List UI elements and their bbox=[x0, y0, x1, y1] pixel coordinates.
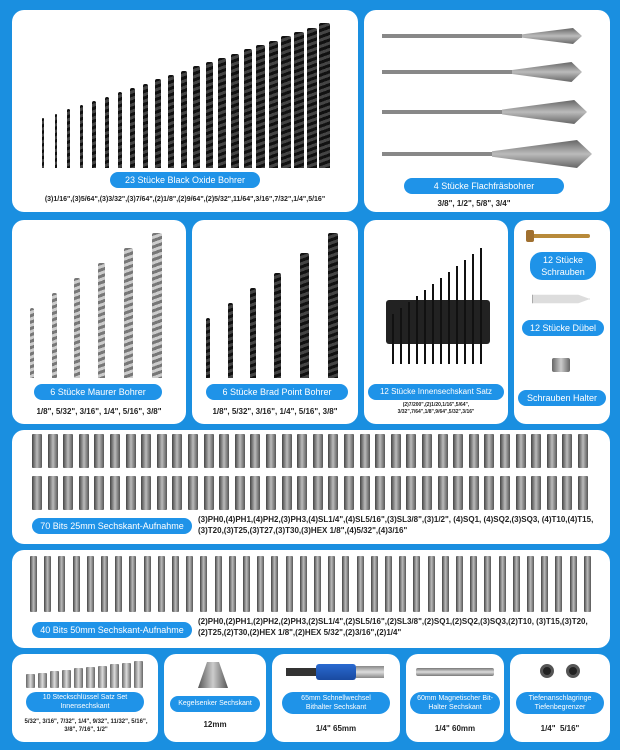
depth-ring-icon-2 bbox=[566, 664, 580, 678]
socket bbox=[38, 673, 47, 688]
bit-25mm bbox=[141, 434, 151, 468]
anchor-icon bbox=[532, 292, 590, 306]
bit-25mm bbox=[172, 476, 182, 510]
bits25-sizes: (3)PH0,(4)PH1,(4)PH2,(3)PH3,(4)SL1/4",(4)SL5/16",(3)SL3/8",(3)1/2", (4)SQ1, (4)SQ2,(3)SQ3, (4)T10,(4)T15,(3)T20,(3)T25,(3)T27,(3)T30,(3)HEX 1/8",(4)5/32",(4)3/16" bbox=[198, 515, 594, 535]
bit-50mm bbox=[584, 556, 591, 612]
bits50-card bbox=[12, 550, 610, 648]
drill-bit bbox=[307, 28, 317, 168]
schnellwechsel-sizes: 1/4" 65mm bbox=[315, 724, 357, 733]
bit-25mm bbox=[172, 434, 182, 468]
screws-card bbox=[514, 220, 610, 424]
sockets-image bbox=[26, 660, 150, 688]
maurer-sizes: 1/8", 5/32", 3/16", 1/4", 5/16", 3/8" bbox=[36, 407, 162, 416]
bit-50mm bbox=[257, 556, 264, 612]
bit-25mm bbox=[438, 476, 448, 510]
bit-50mm bbox=[229, 556, 236, 612]
bit-25mm bbox=[562, 476, 572, 510]
masonry-drill bbox=[124, 248, 133, 378]
brad-point-card bbox=[192, 220, 358, 424]
countersink-icon bbox=[198, 662, 228, 688]
steckschluessel-card bbox=[12, 654, 158, 742]
flachfraes-sizes: 3/8", 1/2", 5/8", 3/4" bbox=[437, 199, 511, 208]
bit-25mm bbox=[391, 476, 401, 510]
black-oxide-sizes: (3)1/16",(3)5/64",(3)3/32",(3)7/64",(2)1/8",(2)9/64",(2)5/32",11/64",3/16",7/32",1/4",5/16" bbox=[44, 196, 326, 203]
hex-key bbox=[472, 254, 474, 364]
bit-25mm bbox=[500, 476, 510, 510]
bit-50mm bbox=[243, 556, 250, 612]
bit-50mm bbox=[101, 556, 108, 612]
bit-25mm bbox=[157, 434, 167, 468]
bit-25mm bbox=[453, 434, 463, 468]
flachfraes-card bbox=[364, 10, 610, 212]
bit-50mm bbox=[555, 556, 562, 612]
magnetisch-card bbox=[406, 654, 504, 742]
steckschluessel-sizes: 5/32", 3/16", 7/32", 1/4", 9/32", 11/32", 5/16", 3/8", 7/16", 1/2" bbox=[24, 719, 148, 733]
drill-bit bbox=[80, 105, 83, 168]
bit-25mm bbox=[484, 434, 494, 468]
brad-point-sizes: 1/8", 5/32", 3/16", 1/4", 5/16", 3/8" bbox=[212, 407, 338, 416]
bit-25mm bbox=[484, 476, 494, 510]
bit-25mm bbox=[578, 434, 588, 468]
bit-25mm bbox=[500, 434, 510, 468]
brad-point-drill bbox=[300, 253, 309, 378]
drill-bit bbox=[281, 36, 291, 168]
flachfraes-label: 4 Stücke Flachfräsbohrer bbox=[404, 178, 564, 194]
bit-25mm bbox=[63, 476, 73, 510]
magnetisch-label: 60mm Magnetischer Bit-Halter Sechskant bbox=[410, 692, 500, 714]
bit-25mm bbox=[141, 476, 151, 510]
hex-key bbox=[416, 296, 418, 364]
kegelsenker-label: Kegelsenker Sechskant bbox=[170, 696, 260, 712]
bit-25mm bbox=[406, 434, 416, 468]
bit-50mm bbox=[186, 556, 193, 612]
bits50-image bbox=[30, 556, 600, 612]
bit-25mm bbox=[328, 476, 338, 510]
bit-25mm bbox=[375, 476, 385, 510]
maurer-card bbox=[12, 220, 186, 424]
bit-25mm bbox=[235, 434, 245, 468]
bits25-card bbox=[12, 430, 610, 544]
drill-bit bbox=[130, 88, 135, 168]
brad-point-drill bbox=[228, 303, 233, 378]
bit-50mm bbox=[115, 556, 122, 612]
bit-25mm bbox=[126, 476, 136, 510]
bit-25mm bbox=[188, 434, 198, 468]
bit-25mm bbox=[204, 476, 214, 510]
masonry-drill bbox=[152, 233, 162, 378]
bit-25mm bbox=[422, 434, 432, 468]
drill-bit bbox=[294, 32, 304, 168]
bit-50mm bbox=[371, 556, 378, 612]
black-oxide-card bbox=[12, 10, 358, 212]
bits50-label: 40 Bits 50mm Sechskant-Aufnahme bbox=[32, 622, 192, 638]
bit-25mm bbox=[547, 476, 557, 510]
schrauben-halter-label: Schrauben Halter bbox=[518, 390, 606, 406]
bit-50mm bbox=[58, 556, 65, 612]
brad-point-drill bbox=[328, 233, 338, 378]
bit-25mm bbox=[344, 476, 354, 510]
innensechskant-card bbox=[364, 220, 508, 424]
drill-bit bbox=[168, 75, 174, 168]
bit-25mm bbox=[578, 476, 588, 510]
bit-25mm bbox=[157, 476, 167, 510]
bit-25mm bbox=[469, 476, 479, 510]
drill-bit bbox=[105, 97, 109, 169]
socket bbox=[110, 664, 119, 688]
bit-25mm bbox=[438, 434, 448, 468]
bit-25mm bbox=[547, 434, 557, 468]
bit-50mm bbox=[158, 556, 165, 612]
bit-25mm bbox=[282, 476, 292, 510]
bit-25mm bbox=[250, 476, 260, 510]
tiefen-sizes: 1/4" 5/16" bbox=[540, 724, 580, 733]
bit-50mm bbox=[314, 556, 321, 612]
drill-bit bbox=[42, 118, 44, 168]
bit-50mm bbox=[413, 556, 420, 612]
bit-25mm bbox=[94, 434, 104, 468]
bit-25mm bbox=[48, 476, 58, 510]
steckschluessel-label: 10 Steckschlüssel Satz Set Innensechskant bbox=[26, 692, 144, 712]
hex-key bbox=[392, 314, 394, 364]
bit-50mm bbox=[129, 556, 136, 612]
bit-50mm bbox=[215, 556, 222, 612]
bit-25mm bbox=[313, 434, 323, 468]
bit-25mm bbox=[297, 434, 307, 468]
bit-50mm bbox=[385, 556, 392, 612]
schnellwechsel-label: 65mm Schnellwechsel Bithalter Sechskant bbox=[282, 692, 390, 714]
bit-25mm bbox=[219, 476, 229, 510]
magnetic-holder-icon bbox=[416, 668, 494, 676]
drill-bit bbox=[143, 84, 148, 168]
black-oxide-drills-image bbox=[42, 18, 342, 168]
socket bbox=[26, 674, 35, 688]
bit-50mm bbox=[30, 556, 37, 612]
bit-25mm bbox=[531, 434, 541, 468]
bit-50mm bbox=[470, 556, 477, 612]
bit-25mm bbox=[422, 476, 432, 510]
socket bbox=[122, 663, 131, 688]
hex-key bbox=[464, 260, 466, 364]
screw-holder-icon bbox=[552, 358, 570, 372]
bit-25mm bbox=[79, 476, 89, 510]
socket bbox=[74, 668, 83, 688]
bit-25mm bbox=[126, 434, 136, 468]
bits25-image bbox=[32, 434, 598, 512]
bit-25mm bbox=[391, 434, 401, 468]
bit-50mm bbox=[73, 556, 80, 612]
hex-key bbox=[456, 266, 458, 364]
socket bbox=[98, 666, 107, 688]
bit-50mm bbox=[527, 556, 534, 612]
bits50-sizes: (2)PH0,(2)PH1,(2)PH2,(2)PH3,(2)SL1/4",(2)SL5/16",(2)SL3/8",(2)SQ1,(2)SQ2,(3)SQ3,(2)T10, (3)T15,(3)T20,(2)T25,(2)T30,(2)HEX 1/8",(2)HEX 5/32",(2)3/16",(2)1/4" bbox=[198, 617, 588, 637]
socket bbox=[62, 670, 71, 688]
hex-key bbox=[400, 308, 402, 364]
bit-25mm bbox=[266, 434, 276, 468]
bit-25mm bbox=[297, 476, 307, 510]
brad-point-drill bbox=[274, 273, 281, 378]
bit-50mm bbox=[399, 556, 406, 612]
bit-50mm bbox=[200, 556, 207, 612]
kegelsenker-card bbox=[164, 654, 266, 742]
drill-bit bbox=[193, 66, 200, 168]
bit-50mm bbox=[513, 556, 520, 612]
masonry-drills-image bbox=[30, 226, 180, 378]
bit-50mm bbox=[456, 556, 463, 612]
bit-50mm bbox=[541, 556, 548, 612]
drill-bit bbox=[67, 109, 70, 168]
bit-25mm bbox=[63, 434, 73, 468]
depth-ring-icon bbox=[540, 664, 554, 678]
bit-25mm bbox=[32, 434, 42, 468]
bit-25mm bbox=[282, 434, 292, 468]
bit-50mm bbox=[484, 556, 491, 612]
socket bbox=[50, 671, 59, 688]
bits25-label: 70 Bits 25mm Sechskant-Aufnahme bbox=[32, 518, 192, 534]
bit-25mm bbox=[453, 476, 463, 510]
bit-50mm bbox=[44, 556, 51, 612]
bit-25mm bbox=[250, 434, 260, 468]
bit-50mm bbox=[286, 556, 293, 612]
hex-key bbox=[432, 284, 434, 364]
drill-bit bbox=[269, 41, 278, 168]
innensechskant-sizes: (2)7/200",(2)1/20,1/16",5/64", 3/32",7/64",1/8",9/64",5/32",3/16" bbox=[397, 402, 475, 415]
tiefen-card bbox=[510, 654, 610, 742]
bit-50mm bbox=[271, 556, 278, 612]
bit-25mm bbox=[219, 434, 229, 468]
bit-25mm bbox=[562, 434, 572, 468]
bit-25mm bbox=[531, 476, 541, 510]
brad-point-drills-image bbox=[206, 226, 356, 378]
bit-50mm bbox=[499, 556, 506, 612]
magnetisch-sizes: 1/4" 60mm bbox=[434, 724, 476, 733]
drill-bit bbox=[319, 23, 330, 168]
drill-bit bbox=[55, 114, 57, 168]
bit-50mm bbox=[172, 556, 179, 612]
tiefen-label: Tiefenanschlagringe Tiefenbegrenzer bbox=[516, 692, 604, 714]
drill-bit bbox=[231, 54, 239, 169]
black-oxide-label: 23 Stücke Black Oxide Bohrer bbox=[110, 172, 260, 188]
bit-25mm bbox=[188, 476, 198, 510]
drill-bit bbox=[256, 45, 265, 168]
bit-25mm bbox=[266, 476, 276, 510]
drill-bit bbox=[244, 49, 252, 168]
hex-key bbox=[440, 278, 442, 364]
bit-50mm bbox=[342, 556, 349, 612]
bit-25mm bbox=[516, 476, 526, 510]
drill-bit bbox=[206, 62, 213, 168]
bit-25mm bbox=[32, 476, 42, 510]
bit-25mm bbox=[79, 434, 89, 468]
hex-key bbox=[480, 248, 482, 364]
bit-25mm bbox=[110, 434, 120, 468]
socket bbox=[86, 667, 95, 688]
bit-50mm bbox=[328, 556, 335, 612]
innensechskant-label: 12 Stücke Innensechskant Satz bbox=[368, 384, 504, 400]
bit-25mm bbox=[375, 434, 385, 468]
drill-bit bbox=[181, 71, 187, 168]
brad-point-drill bbox=[206, 318, 210, 378]
bit-25mm bbox=[110, 476, 120, 510]
schrauben-label: 12 Stücke Schrauben bbox=[530, 252, 596, 280]
brad-point-label: 6 Stücke Brad Point Bohrer bbox=[206, 384, 348, 400]
hex-key bbox=[408, 302, 410, 364]
bit-50mm bbox=[144, 556, 151, 612]
bit-50mm bbox=[357, 556, 364, 612]
hex-key bbox=[448, 272, 450, 364]
bit-50mm bbox=[570, 556, 577, 612]
drill-bit bbox=[218, 58, 226, 168]
bit-25mm bbox=[516, 434, 526, 468]
drill-bit bbox=[92, 101, 96, 168]
schnellwechsel-card bbox=[272, 654, 400, 742]
spade-bits-image bbox=[382, 24, 597, 174]
bit-25mm bbox=[406, 476, 416, 510]
bit-25mm bbox=[313, 476, 323, 510]
maurer-label: 6 Stücke Maurer Bohrer bbox=[34, 384, 162, 400]
drill-bit bbox=[118, 92, 122, 168]
hex-key bbox=[424, 290, 426, 364]
socket bbox=[134, 661, 143, 688]
masonry-drill bbox=[74, 278, 80, 378]
bit-50mm bbox=[300, 556, 307, 612]
bit-25mm bbox=[94, 476, 104, 510]
bit-25mm bbox=[360, 476, 370, 510]
bit-50mm bbox=[87, 556, 94, 612]
masonry-drill bbox=[52, 293, 57, 378]
bit-25mm bbox=[328, 434, 338, 468]
duebel-label: 12 Stücke Dübel bbox=[522, 320, 604, 336]
bit-25mm bbox=[360, 434, 370, 468]
masonry-drill bbox=[30, 308, 34, 378]
bit-25mm bbox=[344, 434, 354, 468]
brad-point-drill bbox=[250, 288, 256, 378]
bit-50mm bbox=[442, 556, 449, 612]
bit-50mm bbox=[428, 556, 435, 612]
masonry-drill bbox=[98, 263, 105, 378]
drill-bit bbox=[155, 79, 161, 168]
bit-25mm bbox=[469, 434, 479, 468]
screw-icon bbox=[530, 234, 590, 238]
quick-change-holder-icon bbox=[286, 668, 316, 676]
bit-25mm bbox=[235, 476, 245, 510]
kegelsenker-sizes: 12mm bbox=[203, 720, 227, 729]
hex-keys bbox=[378, 226, 498, 376]
bit-25mm bbox=[48, 434, 58, 468]
bit-25mm bbox=[204, 434, 214, 468]
